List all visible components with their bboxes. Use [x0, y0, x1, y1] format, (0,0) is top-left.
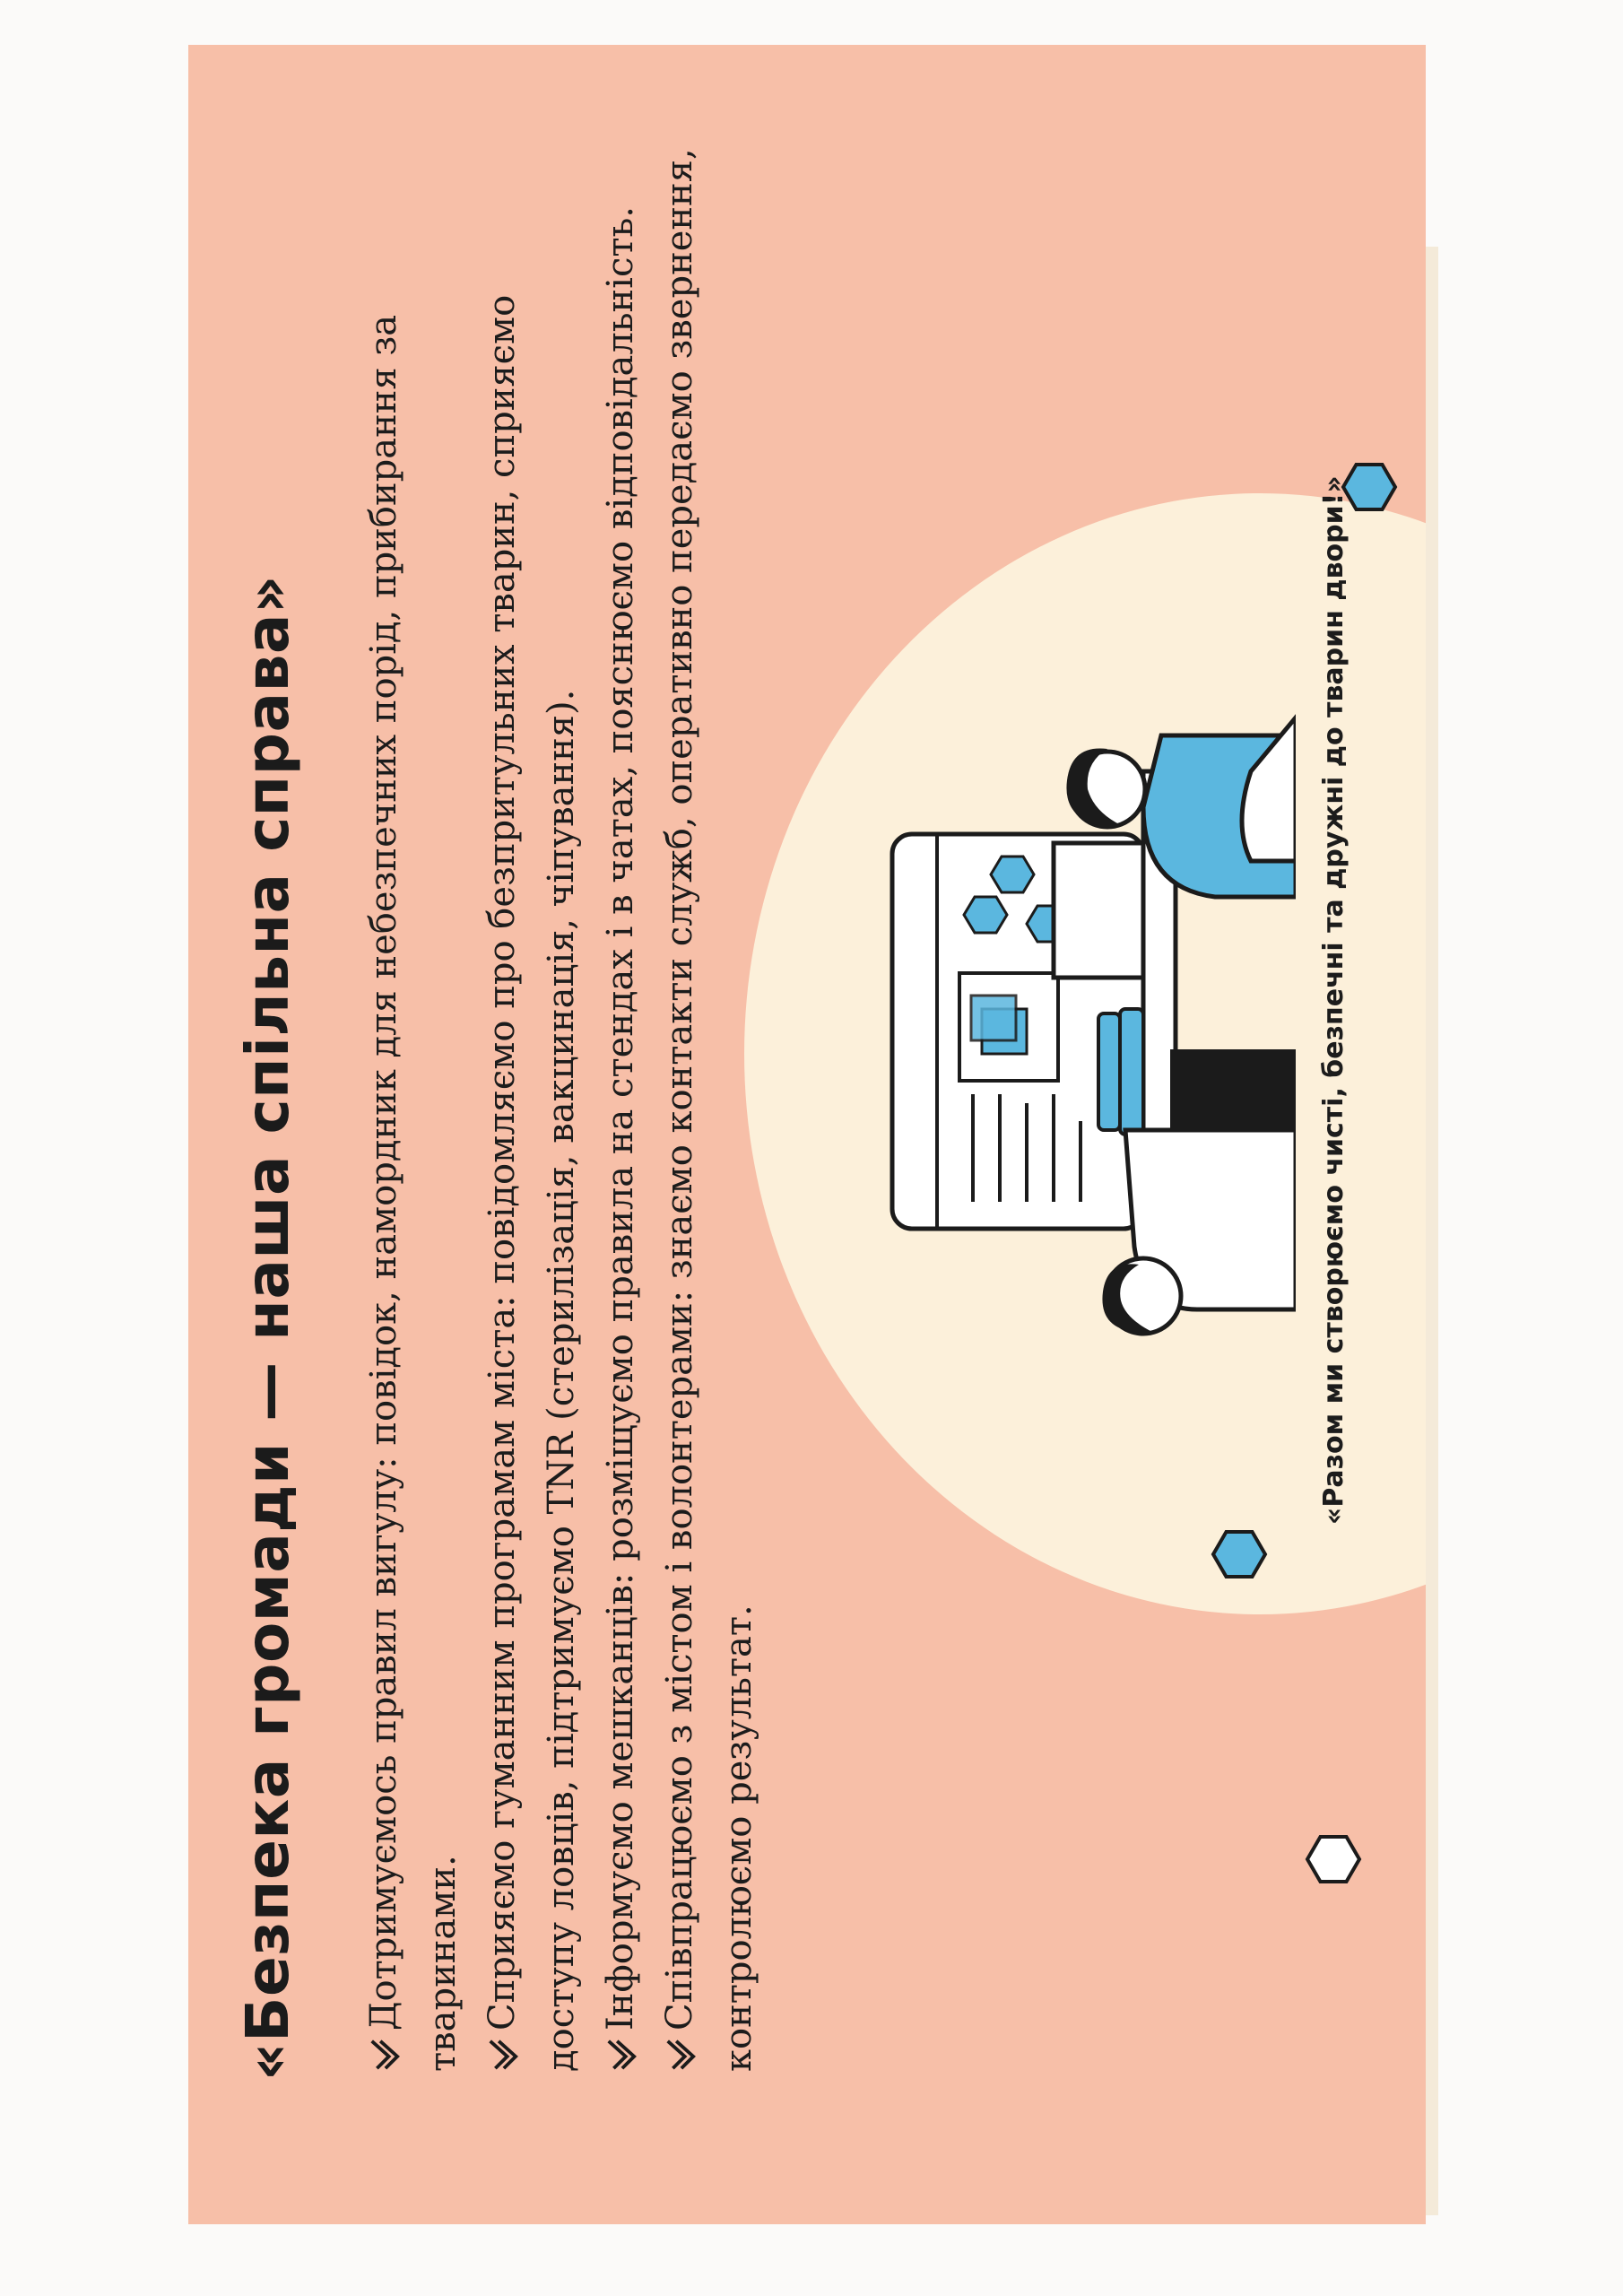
list-item [650, 144, 768, 2072]
poster-title: «Безпека громади — наша спільна справа» [233, 574, 302, 2081]
chevron-check-icon [367, 2038, 401, 2072]
list-item-text: Дотримуємось правил вигулу: повідок, намордник для небезпечних порід, прибирання за тваринами. [363, 314, 464, 2072]
list-item-text: Сприяємо гуманним програмам міста: повідомляємо про безпритульних тварин, сприяємо доступу ловців, підтримуємо TNR (стерилізація, вакцинація, чіпування). [482, 294, 582, 2072]
chevron-check-icon [663, 2038, 697, 2072]
chevron-check-icon [485, 2038, 519, 2072]
poster-card [188, 45, 1426, 2224]
poster-content [188, 45, 1426, 2224]
list-item [473, 144, 591, 2072]
hexagon-icon [1305, 1831, 1362, 1888]
rules-list [354, 144, 768, 2072]
list-item [354, 144, 473, 2072]
list-item-text: Співпрацюємо з містом і волонтерами: знаємо контакти служб, оперативно передаємо звернення, контролюємо результат. [659, 148, 759, 2072]
hexagon-icon [1211, 1526, 1268, 1583]
list-item [591, 144, 650, 2072]
two-people-at-computer-illustration [874, 682, 1296, 1363]
list-item-text: Інформуємо мешканців: розміщуємо правила на стендах і в чатах, пояснюємо відповідальність. [600, 206, 641, 2031]
slogan: «Разом ми створюємо чисті, безпечні та дружні до тварин двори!» [1318, 475, 1350, 1525]
chevron-check-icon [603, 2038, 638, 2072]
